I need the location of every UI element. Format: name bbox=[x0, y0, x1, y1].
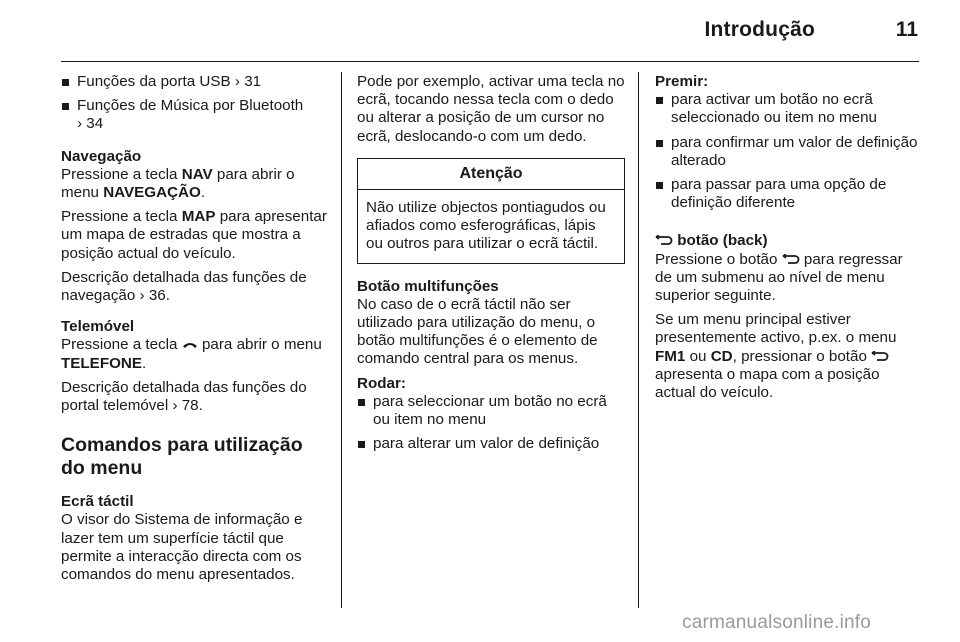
list-item: para alterar um valor de definição bbox=[357, 435, 625, 453]
attention-title: Atenção bbox=[358, 159, 624, 190]
phone-handset-icon bbox=[182, 336, 198, 354]
phone-heading: Telemóvel bbox=[61, 318, 135, 336]
press-label: Premir: bbox=[655, 73, 709, 90]
phone-description: Descrição detalhada das funções do portal telemóvel › 78. bbox=[61, 378, 307, 415]
header-divider bbox=[61, 61, 919, 62]
column-divider-1 bbox=[341, 72, 342, 608]
column-1 bbox=[61, 73, 331, 590]
touchscreen-heading: Ecrã táctil bbox=[61, 493, 134, 511]
back-paragraph-2: Se um menu principal estiver presentemente activo, p.ex. o menu FM1 ou CD, pressionar o botão apresenta o mapa com a posição actual do veículo. bbox=[655, 311, 897, 402]
list-item: Funções da porta USB › 31 bbox=[61, 73, 331, 91]
list-item: para confirmar um valor de definição alterado bbox=[655, 134, 923, 170]
list-item: para seleccionar um botão no ecrã ou item no menu bbox=[357, 393, 625, 429]
page-title: Introdução bbox=[704, 18, 815, 41]
back-arrow-icon bbox=[871, 348, 889, 366]
column-2 bbox=[357, 73, 625, 459]
list-item: para activar um botão no ecrã seleccionado ou item no menu bbox=[655, 91, 923, 127]
rotate-label: Rodar: bbox=[357, 374, 406, 392]
back-arrow-icon bbox=[655, 232, 673, 250]
reference-arrow-icon: › bbox=[139, 287, 145, 305]
column-divider-2 bbox=[638, 72, 639, 608]
list-item: para passar para uma opção de definição diferente bbox=[655, 176, 923, 212]
reference-arrow-icon: › bbox=[77, 115, 83, 133]
touchscreen-paragraph: O visor do Sistema de informação e lazer tem um superfície táctil que permite a interacção directa com os comandos do menu apresentados. bbox=[61, 511, 303, 584]
reference-arrow-icon: › bbox=[172, 397, 178, 415]
multifunction-paragraph: No caso de o ecrã táctil não ser utilizado para utilização do menu, o botão multifunções é o elemento de comando central para os menus. bbox=[357, 295, 598, 368]
list-item: Funções de Música por Bluetooth › 34 bbox=[61, 97, 331, 133]
navigation-paragraph: Pressione a tecla NAV para abrir o menu NAVEGAÇÃO. bbox=[61, 165, 295, 202]
navigation-description: Descrição detalhada das funções de navegação › 36. bbox=[61, 268, 307, 305]
navigation-heading: Navegação bbox=[61, 147, 142, 165]
intro-paragraph: Pode por exemplo, activar uma tecla no ecrã, tocando nessa tecla com o dedo ou alterar a posição de um cursor no ecrã, deslocando-o com um dedo. bbox=[357, 73, 625, 145]
back-heading: botão (back) bbox=[655, 232, 923, 250]
map-paragraph: Pressione a tecla MAP para apresentar um mapa de estradas que mostra a posição actual do veículo. bbox=[61, 208, 327, 262]
reference-arrow-icon: › bbox=[234, 73, 240, 90]
phone-paragraph: Pressione a tecla para abrir o menu TELEFONE. bbox=[61, 336, 322, 372]
attention-box bbox=[357, 158, 625, 264]
multifunction-heading: Botão multifunções bbox=[357, 277, 499, 295]
column-3 bbox=[655, 73, 923, 408]
attention-body: Não utilize objectos pontiagudos ou afiados como esferográficas, lápis ou outros para utilizar o ecrã táctil. bbox=[366, 199, 606, 253]
section-heading: Comandos para utilização do menu bbox=[61, 434, 303, 480]
watermark: carmanualsonline.info bbox=[682, 612, 872, 633]
back-paragraph: Pressione o botão para regressar de um submenu ao nível de menu superior seguinte. bbox=[655, 250, 903, 305]
back-arrow-icon bbox=[782, 251, 800, 269]
page-number: 11 bbox=[895, 18, 918, 41]
